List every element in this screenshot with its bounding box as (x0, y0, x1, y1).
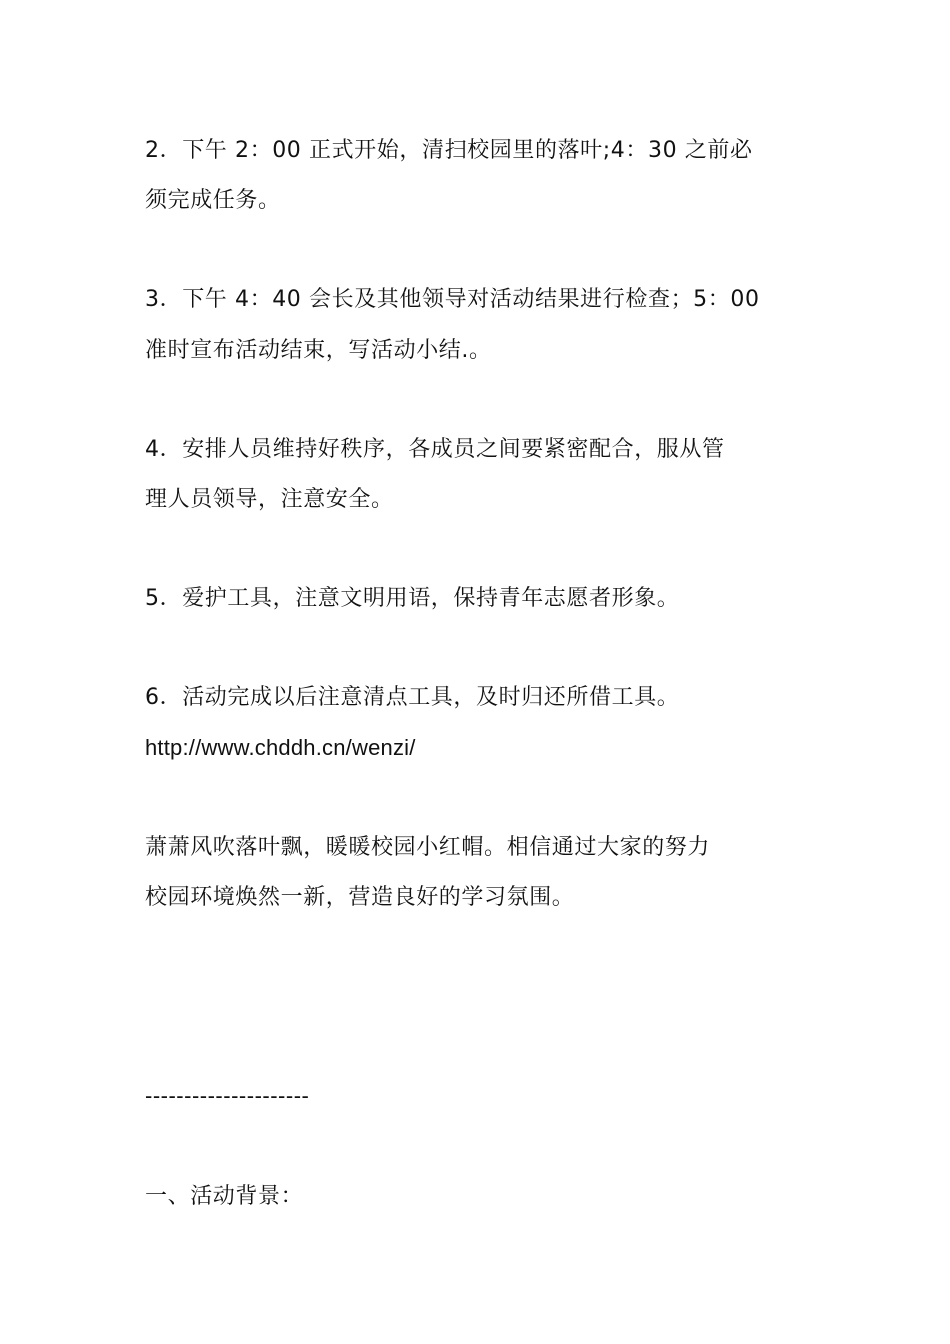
section-heading: 一、活动背景： (145, 1184, 304, 1209)
separator-line: --------------------- (145, 1083, 310, 1108)
text-line: 校园环境焕然一新，营造良好的学习氛围。 (145, 885, 575, 910)
text-line: 5．爱护工具，注意文明用语，保持青年志愿者形象。 (145, 586, 680, 611)
text-line: 6．活动完成以后注意清点工具，及时归还所借工具。 (145, 685, 680, 710)
text-line: 须完成任务。 (145, 188, 281, 213)
text-line: 4．安排人员维持好秩序，各成员之间要紧密配合，服从管 (145, 437, 725, 462)
text-line: 萧萧风吹落叶飘，暖暖校园小红帽。相信通过大家的努力 (145, 835, 711, 860)
text-line: 准时宣布活动结束，写活动小结.。 (145, 338, 492, 363)
text-line: 3．下午 4：40 会长及其他领导对活动结果进行检查；5：00 (145, 287, 760, 312)
url-text: http://www.chddh.cn/wenzi/ (145, 735, 416, 760)
text-line: 理人员领导，注意安全。 (145, 487, 394, 512)
text-line: 2．下午 2：00 正式开始，清扫校园里的落叶;4：30 之前必 (145, 138, 753, 163)
